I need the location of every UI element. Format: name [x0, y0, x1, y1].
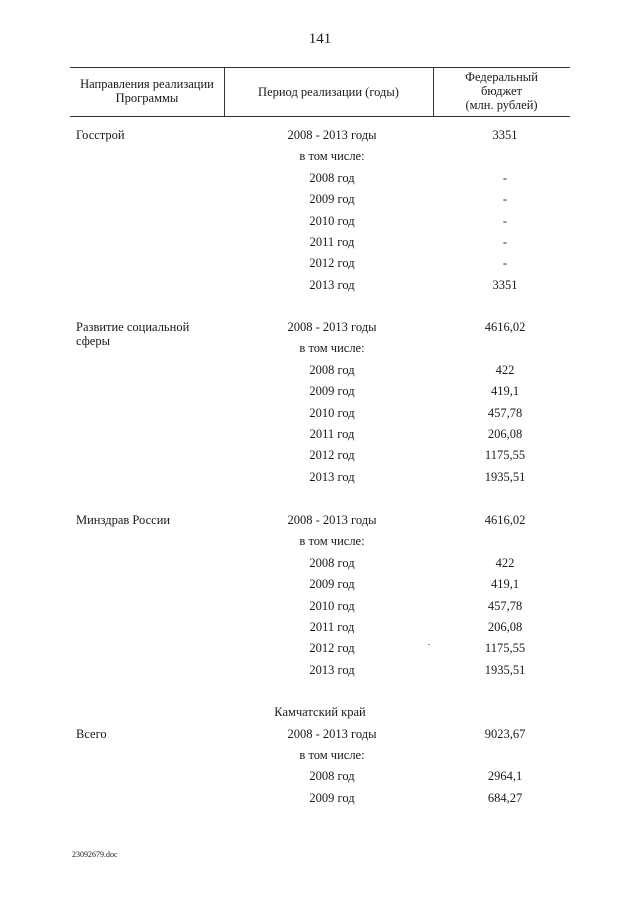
period-total: 2008 - 2013 годы [287, 513, 377, 527]
total-value-2009: 684,27 [487, 791, 523, 805]
budget-total: 3351 [492, 128, 518, 142]
header-budget-line1: Федеральный [465, 70, 538, 84]
total-year-2008: 2008 год [309, 769, 355, 783]
header-top-border [70, 67, 570, 68]
header-budget-line2: бюджет [481, 84, 522, 98]
year-label: 2013 год [309, 663, 355, 677]
year-label: 2010 год [309, 214, 355, 228]
year-budget-value: - [502, 235, 508, 249]
year-label: 2011 год [309, 235, 355, 249]
scan-speck [428, 644, 430, 645]
budget-total: 4616,02 [484, 513, 526, 527]
year-budget-value: - [502, 256, 508, 270]
year-budget-value: 1935,51 [484, 470, 526, 484]
including-label: в том числе: [299, 341, 365, 356]
total-period: 2008 - 2013 годы [287, 727, 377, 741]
year-label: 2012 год [309, 641, 355, 655]
header-directions-line2: Программы [115, 91, 179, 105]
header-directions-line1: Направления реализации [80, 77, 214, 91]
year-budget-value: 422 [495, 363, 515, 377]
year-label: 2013 год [309, 470, 355, 484]
year-budget-value: - [502, 171, 508, 185]
year-label: 2008 год [309, 171, 355, 185]
year-budget-value: 419,1 [490, 577, 520, 591]
header-federal-budget [433, 70, 570, 112]
year-budget-value: 457,78 [487, 599, 523, 613]
total-including: в том числе: [299, 748, 365, 762]
year-budget-value: 206,08 [487, 427, 523, 441]
year-label: 2012 год [309, 448, 355, 462]
total-value-2008: 2964,1 [487, 769, 523, 783]
header-budget-line3: (млн. рублей) [465, 98, 538, 112]
year-budget-value: 206,08 [487, 620, 523, 634]
year-budget-value: 422 [495, 556, 515, 570]
year-budget-value: - [502, 192, 508, 206]
including-label: в том числе: [299, 534, 365, 549]
year-label: 2009 год [309, 192, 355, 206]
header-directions [70, 77, 224, 105]
year-budget-value: 457,78 [487, 406, 523, 420]
region-heading: Камчатский край [274, 705, 366, 719]
header-bottom-border [70, 116, 570, 117]
document-filename: 23092679.doc [72, 850, 118, 859]
year-label: 2011 год [309, 427, 355, 441]
year-label: 2011 год [309, 620, 355, 634]
year-budget-value: 1935,51 [484, 663, 526, 677]
year-label: 2009 год [309, 577, 355, 591]
year-label: 2010 год [309, 599, 355, 613]
period-total: 2008 - 2013 годы [287, 320, 377, 334]
total-value: 9023,67 [484, 727, 526, 741]
year-label: 2013 год [309, 278, 355, 292]
total-year-2009: 2009 год [309, 791, 355, 805]
year-label: 2010 год [309, 406, 355, 420]
year-budget-value: 1175,55 [484, 641, 526, 655]
year-label: 2009 год [309, 384, 355, 398]
total-label: Всего [76, 727, 107, 741]
program-direction-name: Госстрой [76, 128, 125, 142]
including-label: в том числе: [299, 149, 365, 164]
year-label: 2012 год [309, 256, 355, 270]
year-budget-value: 3351 [492, 278, 518, 292]
year-label: 2008 год [309, 363, 355, 377]
year-label: 2008 год [309, 556, 355, 570]
page-number: 141 [308, 31, 332, 47]
program-direction-name-cont: сферы [76, 334, 110, 348]
program-direction-name: Развитие социальной [76, 320, 190, 334]
period-total: 2008 - 2013 годы [287, 128, 377, 142]
year-budget-value: - [502, 214, 508, 228]
budget-total: 4616,02 [484, 320, 526, 334]
program-direction-name: Минздрав России [76, 513, 171, 527]
year-budget-value: 1175,55 [484, 448, 526, 462]
year-budget-value: 419,1 [490, 384, 520, 398]
header-period: Период реализации (годы) [258, 85, 399, 99]
